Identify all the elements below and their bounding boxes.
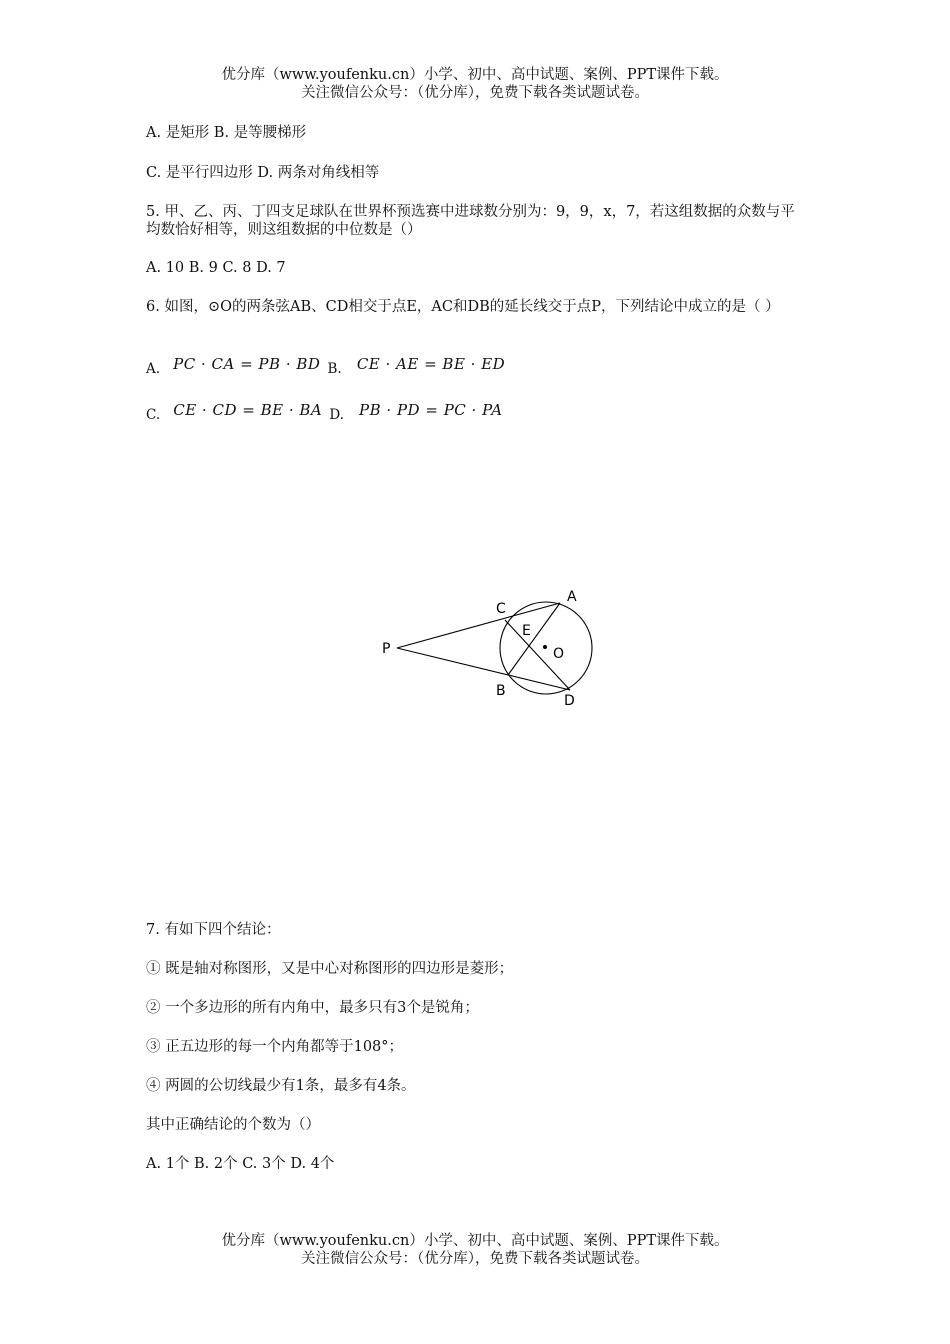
header-line-1: 优分库（www.youfenku.cn）小学、初中、高中试题、案例、PPT课件下载。	[221, 67, 729, 83]
q6-option-b-formula: CE · AE = BE · ED	[356, 355, 506, 373]
page-header	[0, 66, 950, 102]
label-d: D	[564, 693, 575, 709]
q7-statement-2: ② 一个多边形的所有内角中，最多只有3个是锐角；	[146, 1000, 479, 1016]
q6-option-c-label: C.	[146, 407, 161, 423]
q6-option-c-formula: CE · CD = BE · BA	[173, 401, 323, 419]
label-p: P	[382, 641, 391, 657]
footer-line-2: 关注微信公众号：（优分库），免费下载各类试题试卷。	[301, 1251, 649, 1267]
circle-chords-figure	[370, 580, 610, 710]
q6-option-d-formula: PB · PD = PC · PA	[359, 401, 503, 419]
q6-options-row-1	[146, 355, 507, 381]
q6-option-d-label: D.	[329, 407, 344, 423]
q6-option-b-label: B.	[327, 361, 342, 377]
page-footer	[0, 1232, 950, 1268]
label-c: C	[496, 601, 506, 617]
label-o: O	[553, 646, 565, 662]
q7-stem: 7. 有如下四个结论：	[146, 922, 281, 938]
q7-statement-3: ③ 正五边形的每一个内角都等于108°；	[146, 1039, 404, 1055]
label-a: A	[567, 589, 577, 605]
footer-line-1: 优分库（www.youfenku.cn）小学、初中、高中试题、案例、PPT课件下载。	[221, 1233, 729, 1249]
q5-stem: 5. 甲、乙、丙、丁四支足球队在世界杯预选赛中进球数分别为：9，9，x，7，若这组数据的众数与平均数恰好相等，则这组数据的中位数是（）	[146, 204, 795, 238]
center-point-o	[543, 645, 547, 649]
q6-options-row-2	[146, 401, 505, 427]
label-e: E	[522, 623, 531, 639]
line-p-a	[397, 603, 560, 648]
line-p-d	[397, 648, 570, 690]
q7-statement-1: ① 既是轴对称图形，又是中心对称图形的四边形是菱形；	[146, 961, 514, 977]
label-b: B	[496, 683, 506, 699]
q4-options-cd: C. 是平行四边形 D. 两条对角线相等	[146, 165, 380, 181]
q7-options: A. 1个 B. 2个 C. 3个 D. 4个	[146, 1156, 335, 1172]
header-line-2: 关注微信公众号：（优分库），免费下载各类试题试卷。	[301, 85, 649, 101]
q5-options: A. 10 B. 9 C. 8 D. 7	[146, 260, 286, 276]
q6-option-a-formula: PC · CA = PB · BD	[173, 355, 321, 373]
q4-options-ab: A. 是矩形 B. 是等腰梯形	[146, 125, 307, 141]
q7-question: 其中正确结论的个数为（）	[146, 1117, 320, 1133]
q6-stem: 6. 如图，⊙O的两条弦AB、CD相交于点E，AC和DB的延长线交于点P，下列结论中成立的是（ ）	[146, 299, 780, 315]
q7-statement-4: ④ 两圆的公切线最少有1条，最多有4条。	[146, 1078, 416, 1094]
q6-option-a-label: A.	[146, 361, 161, 377]
